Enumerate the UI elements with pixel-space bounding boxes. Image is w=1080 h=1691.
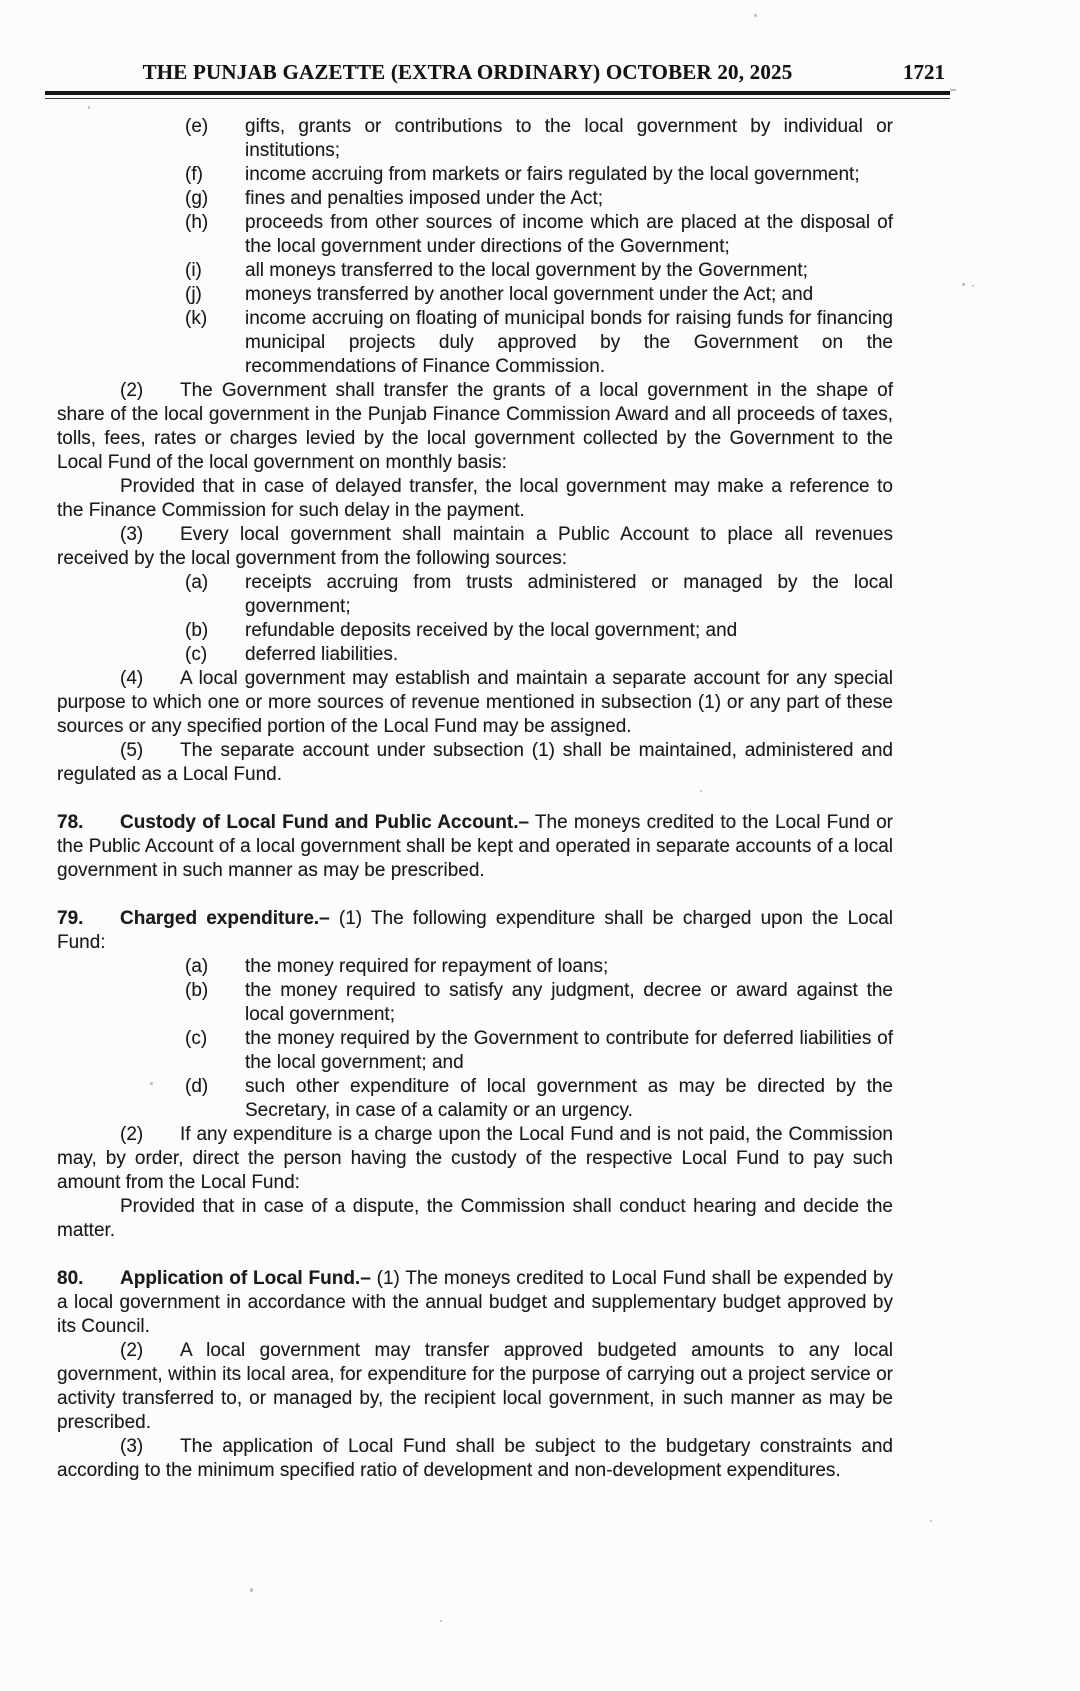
section-text: The moneys credited to the Local Fund or the Public Account of a local government shall be kept and operated in separate accounts of a local government in such manner as may be prescribed.: [57, 812, 893, 881]
scan-speck: [950, 89, 956, 91]
item-text: the money required for repayment of loans;: [245, 956, 609, 977]
list-item: [57, 1075, 893, 1123]
scan-speck: [700, 790, 702, 792]
item-label: (j): [185, 284, 202, 305]
section-text: (1) The following expenditure shall be charged upon the Local Fund:: [57, 908, 894, 953]
item-text: such other expenditure of local government as may be directed by the Secretary, in case of a calamity or an urgency.: [245, 1076, 893, 1121]
item-text: proceeds from other sources of income which are placed at the disposal of the local government under directions of the Government;: [245, 212, 893, 257]
paragraph-number: (4): [120, 668, 144, 689]
item-text: refundable deposits received by the local government; and: [245, 620, 738, 641]
item-label: (i): [185, 260, 202, 281]
paragraph-text: Provided that in case of delayed transfer, the local government may make a reference to the Finance Commission for such delay in the payment.: [57, 476, 893, 521]
paragraph-text: A local government may establish and maintain a separate account for any special purpose to which one or more sources of revenue mentioned in subsection (1) or any part of these sources or any specified portion of the Local Fund may be assigned.: [57, 668, 893, 737]
paragraph-number: (2): [120, 380, 144, 401]
section-heading: Custody of Local Fund and Public Account.–: [120, 812, 530, 833]
paragraph-number: (2): [120, 1124, 144, 1145]
item-label: (k): [185, 308, 208, 329]
list-item: [57, 643, 893, 667]
paragraph-text: Provided that in case of a dispute, the Commission shall conduct hearing and decide the matter.: [57, 1196, 893, 1241]
item-text: income accruing from markets or fairs regulated by the local government;: [245, 164, 860, 185]
gazette-title: THE PUNJAB GAZETTE (EXTRA ORDINARY) OCTOBER 20, 2025: [142, 60, 793, 84]
scan-speck: [930, 1520, 932, 1522]
header-rule: [45, 91, 950, 99]
page-number: 1721: [903, 60, 945, 84]
paragraph-77-3: [57, 523, 893, 571]
list-item: [57, 1027, 893, 1075]
section-number: 80.: [57, 1268, 84, 1289]
item-text: all moneys transferred to the local government by the Government;: [245, 260, 808, 281]
paragraph-80-2: [57, 1339, 893, 1435]
section-heading: Charged expenditure.–: [120, 908, 330, 929]
item-text: deferred liabilities.: [245, 644, 399, 665]
item-text: receipts accruing from trusts administered or managed by the local government;: [245, 572, 893, 617]
paragraph-77-5: [57, 739, 893, 787]
proviso-dispute: [57, 1195, 893, 1243]
paragraph-number: (3): [120, 524, 144, 545]
paragraph-number: (2): [120, 1340, 144, 1361]
paragraph-text: The application of Local Fund shall be subject to the budgetary constraints and according to the minimum specified ratio of development and non-development expenditures.: [57, 1436, 893, 1481]
section-number: 79.: [57, 908, 84, 929]
scan-speck: [972, 285, 974, 287]
item-label: (c): [185, 1028, 208, 1049]
section-heading: Application of Local Fund.–: [120, 1268, 371, 1289]
item-label: (d): [185, 1076, 209, 1097]
paragraph-77-2: [57, 379, 893, 475]
paragraph-number: (3): [120, 1436, 144, 1457]
paragraph-80-3: [57, 1435, 893, 1483]
clause-list-a-to-c: [57, 571, 893, 667]
list-item: [57, 115, 893, 163]
scan-speck: [250, 1588, 253, 1592]
scan-speck: [440, 1620, 442, 1622]
item-label: (a): [185, 572, 209, 593]
document-body: [57, 115, 893, 1483]
item-label: (a): [185, 956, 209, 977]
scan-speck: [150, 1082, 153, 1085]
item-text: income accruing on floating of municipal bonds for raising funds for financing municipal projects duly approved by the Government on the recommendations of Finance Commission.: [245, 308, 893, 377]
proviso-delayed-transfer: [57, 475, 893, 523]
list-item: [57, 163, 893, 187]
scan-speck: [754, 14, 757, 17]
item-text: the money required by the Government to contribute for deferred liabilities of the local government; and: [245, 1028, 893, 1073]
clause-list-e-to-k: [57, 115, 893, 379]
paragraph-text: If any expenditure is a charge upon the Local Fund and is not paid, the Commission may, by order, direct the person having the custody of the respective Local Fund to pay such amount from the Local Fund:: [57, 1124, 893, 1193]
item-label: (h): [185, 212, 209, 233]
section-79: [57, 907, 893, 955]
list-item: [57, 955, 893, 979]
list-item: [57, 619, 893, 643]
paragraph-number: (5): [120, 740, 144, 761]
list-item: [57, 571, 893, 619]
section-text: (1) The moneys credited to Local Fund shall be expended by a local government in accordance with the annual budget and supplementary budget approved by its Council.: [57, 1268, 894, 1337]
section-78: [57, 811, 893, 883]
list-item: [57, 259, 893, 283]
list-item: [57, 307, 893, 379]
item-text: gifts, grants or contributions to the local government by individual or institutions;: [245, 116, 893, 161]
item-label: (b): [185, 620, 209, 641]
paragraph-text: A local government may transfer approved budgeted amounts to any local government, within its local area, for expenditure for the purpose of carrying out a project service or activity transferred to, or managed by, the recipient local government, in such manner as may be prescribed.: [57, 1340, 893, 1433]
list-item: [57, 979, 893, 1027]
section-number: 78.: [57, 812, 84, 833]
item-text: fines and penalties imposed under the Act;: [245, 188, 604, 209]
list-item: [57, 211, 893, 259]
page-header: [45, 60, 950, 99]
item-text: the money required to satisfy any judgment, decree or award against the local government;: [245, 980, 893, 1025]
clause-list-a-to-d: [57, 955, 893, 1123]
paragraph-77-4: [57, 667, 893, 739]
scan-speck: [962, 283, 965, 286]
paragraph-text: Every local government shall maintain a Public Account to place all revenues received by the local government from the following sources:: [57, 524, 893, 569]
list-item: [57, 283, 893, 307]
item-label: (e): [185, 116, 209, 137]
item-label: (c): [185, 644, 208, 665]
item-label: (f): [185, 164, 203, 185]
paragraph-text: The separate account under subsection (1) shall be maintained, administered and regulated as a Local Fund.: [57, 740, 893, 785]
paragraph-79-2: [57, 1123, 893, 1195]
item-text: moneys transferred by another local government under the Act; and: [245, 284, 814, 305]
paragraph-text: The Government shall transfer the grants of a local government in the shape of share of the local government in the Punjab Finance Commission Award and all proceeds of taxes, tolls, fees, rates or charges levied by the local government collected by the Government to the Local Fund of the local government on monthly basis:: [57, 380, 893, 473]
list-item: [57, 187, 893, 211]
section-80: [57, 1267, 893, 1339]
item-label: (b): [185, 980, 209, 1001]
item-label: (g): [185, 188, 209, 209]
scan-speck: [88, 106, 90, 109]
